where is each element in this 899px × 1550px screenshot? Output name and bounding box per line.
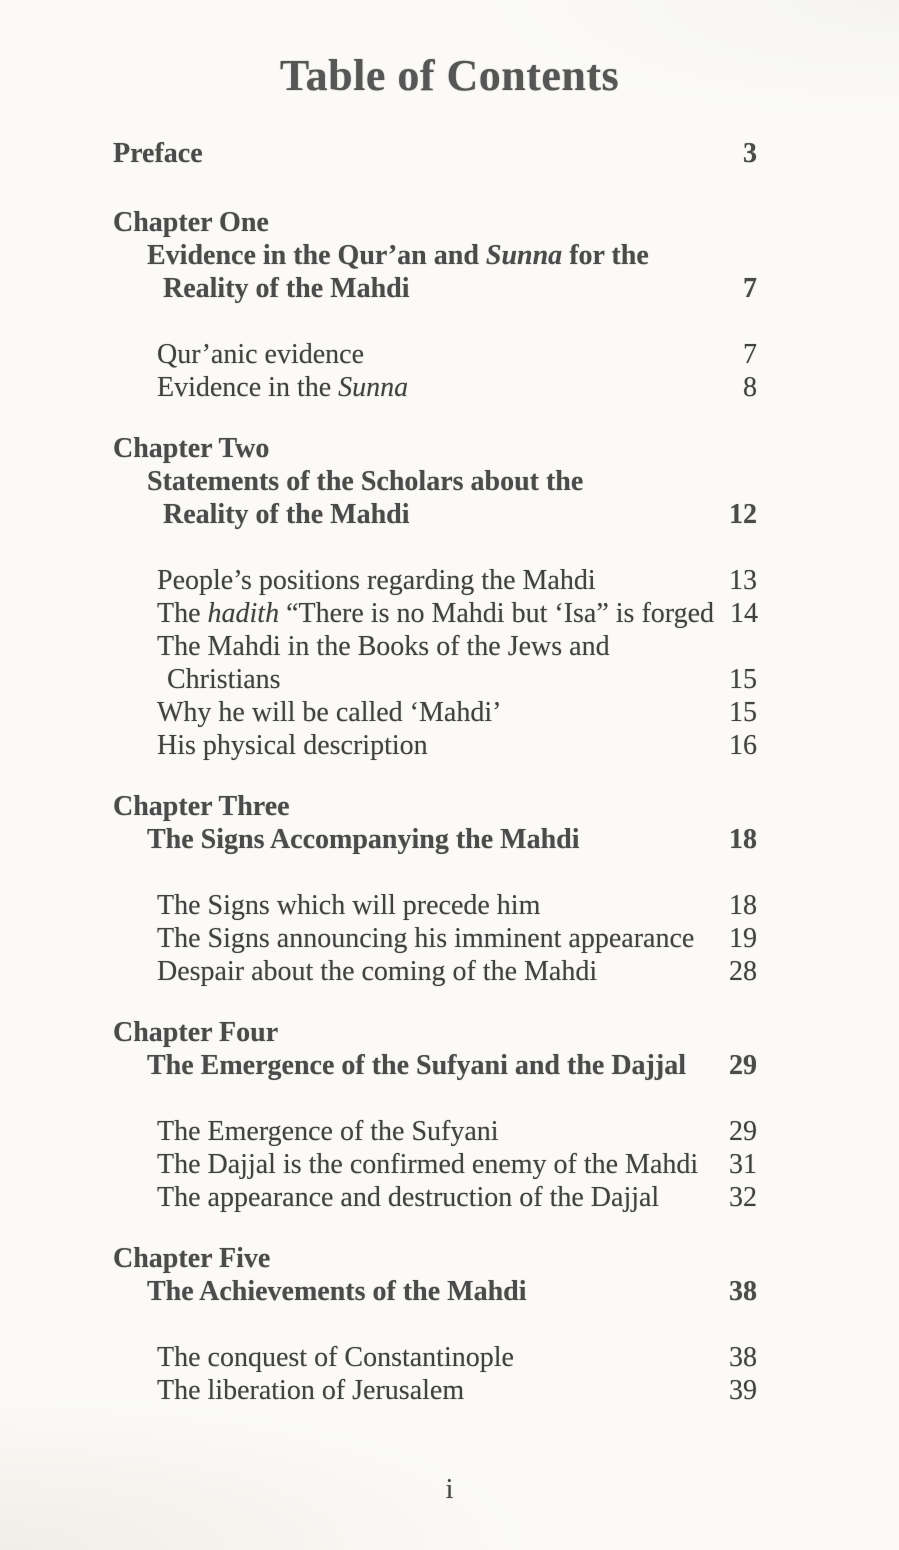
page-number: 39: [729, 1375, 757, 1406]
toc-item-line: [113, 955, 757, 988]
text-segment: The conquest of Constantinople: [157, 1342, 514, 1373]
spacer: [113, 856, 757, 889]
text-segment: The Emergence of the Sufyani: [157, 1116, 499, 1147]
page-number: 29: [729, 1116, 757, 1147]
page-number: 3: [743, 138, 757, 169]
text-segment: Despair about the coming of the Mahdi: [157, 956, 598, 987]
toc-item-line-label: [157, 729, 428, 762]
scanned-toc-page: [0, 50, 899, 1505]
page-number: 12: [729, 499, 757, 530]
chapter-heading: [113, 1242, 757, 1275]
spacer: [113, 305, 757, 338]
toc-item-line: [113, 663, 757, 696]
spacer: [113, 404, 757, 432]
italic-term: hadith: [207, 598, 280, 629]
page-number: 38: [729, 1276, 757, 1307]
toc-item-line-label: [157, 955, 597, 988]
toc-item-line-label: [157, 1148, 698, 1181]
spacer: [113, 762, 757, 790]
text-segment: Reality of the Mahdi: [163, 273, 410, 304]
text-segment: Chapter Four: [113, 1017, 279, 1048]
page-number: 16: [729, 730, 757, 761]
text-segment: Reality of the Mahdi: [163, 499, 410, 530]
toc-item-line: [113, 1341, 757, 1374]
spacer: [113, 531, 757, 564]
toc-item-line-label: [157, 1374, 464, 1407]
text-segment: The Mahdi in the Books of the Jews and: [157, 631, 610, 662]
chapter-heading-label: [113, 1242, 270, 1275]
toc-preface-label: [113, 137, 203, 170]
page-number: 38: [729, 1342, 757, 1373]
page-number: 29: [729, 1050, 757, 1081]
text-segment: Evidence in the Qur’an and: [147, 240, 486, 271]
chapter-title-line-label: [163, 498, 410, 531]
text-segment: Chapter One: [113, 207, 269, 238]
chapter-heading: [113, 206, 757, 239]
scan-edge-artifact: [0, 50, 899, 55]
page-number: 7: [743, 339, 757, 370]
toc-item-line: [113, 1181, 757, 1214]
toc-item-line-label: [157, 597, 714, 630]
page-number: 7: [743, 273, 757, 304]
chapter-title-line: [113, 272, 757, 305]
toc-list: [0, 137, 899, 1407]
toc-item-line-label: [157, 564, 596, 597]
text-segment: The: [157, 598, 208, 629]
toc-item-line-label: [157, 696, 501, 729]
toc-item-line-label: [157, 889, 540, 922]
text-segment: Preface: [113, 138, 203, 169]
toc-item-line: [113, 564, 757, 597]
chapter-title-line: [113, 823, 757, 856]
toc-item-line: [113, 338, 757, 371]
page-number: 31: [729, 1149, 757, 1180]
chapter-title-line: [113, 1049, 757, 1082]
chapter-title-line-label: [147, 823, 580, 856]
chapter-heading-label: [113, 206, 269, 239]
chapter-heading-label: [113, 1016, 278, 1049]
toc-item-line-label: [157, 338, 364, 371]
spacer: [113, 988, 757, 1016]
toc-preface: [113, 137, 757, 170]
text-segment: Evidence in the: [157, 372, 339, 403]
text-segment: Statements of the Scholars about the: [147, 466, 584, 497]
text-segment: Christians: [167, 664, 281, 695]
toc-item-line: [113, 922, 757, 955]
text-segment: Why he will be called ‘Mahdi’: [157, 697, 502, 728]
toc-item-line-label: [157, 922, 694, 955]
page-number: 32: [729, 1182, 757, 1213]
page-number: 13: [729, 565, 757, 596]
toc-item-line: [113, 1374, 757, 1407]
chapter-title-line-label: [147, 1275, 527, 1308]
chapter-title-line: [113, 1275, 757, 1308]
text-segment: Chapter Three: [113, 791, 290, 822]
text-segment: “There is no Mahdi but ‘Isa” is forged: [279, 598, 715, 629]
chapter-heading-label: [113, 432, 269, 465]
italic-term: Sunna: [338, 372, 409, 403]
page-title: Table of Contents: [279, 51, 620, 100]
text-segment: His physical description: [157, 730, 428, 761]
chapter-heading: [113, 790, 757, 823]
text-segment: Chapter Two: [113, 433, 270, 464]
chapter-heading-label: [113, 790, 290, 823]
italic-term: Sunna: [485, 240, 563, 271]
toc-item-line: [113, 371, 757, 404]
chapter-title-line: [113, 239, 757, 272]
page-number: 28: [729, 956, 757, 987]
text-segment: Chapter Five: [113, 1243, 271, 1274]
text-segment: The Signs announcing his imminent appearance: [157, 923, 695, 954]
page-number: 15: [729, 664, 757, 695]
text-segment: The Emergence of the Sufyani and the Dajjal: [147, 1050, 686, 1081]
page-number: 14: [730, 598, 759, 629]
spacer: [113, 1308, 757, 1341]
chapter-title-line-label: [147, 465, 583, 498]
toc-item-line-label: [157, 1181, 659, 1214]
text-segment: The Signs which will precede him: [157, 890, 541, 921]
toc-item-line-label: [157, 1115, 499, 1148]
page-number: 19: [729, 923, 757, 954]
page-number: 15: [729, 697, 757, 728]
text-segment: People’s positions regarding the Mahdi: [157, 565, 596, 596]
toc-item-line: [113, 1148, 757, 1181]
chapter-title-line: [113, 465, 757, 498]
page-number: 8: [743, 372, 757, 403]
spacer: [113, 1082, 757, 1115]
chapter-title-line-label: [147, 1049, 686, 1082]
chapter-title-line-label: [163, 272, 410, 305]
chapter-title-line-label: [147, 239, 649, 272]
toc-item-line-label: [157, 630, 610, 663]
spacer: [113, 1214, 757, 1242]
text-segment: The Dajjal is the confirmed enemy of the Mahdi: [157, 1149, 699, 1180]
page-number: 18: [729, 890, 757, 921]
text-segment: The appearance and destruction of the Dajjal: [157, 1182, 660, 1213]
toc-item-line: [113, 729, 757, 762]
toc-item-line-label: [157, 1341, 514, 1374]
toc-item-line-label: [167, 663, 281, 696]
text-segment: The liberation of Jerusalem: [157, 1375, 465, 1406]
text-segment: for the: [562, 240, 649, 271]
text-segment: The Achievements of the Mahdi: [147, 1276, 527, 1307]
text-segment: The Signs Accompanying the Mahdi: [147, 824, 580, 855]
toc-item-line: [113, 597, 757, 630]
toc-item-line-label: [157, 371, 408, 404]
chapter-title-line: [113, 498, 757, 531]
toc-item-line: [113, 889, 757, 922]
toc-item-line: [113, 630, 757, 663]
spacer: [113, 170, 757, 206]
chapter-heading: [113, 432, 757, 465]
toc-item-line: [113, 1115, 757, 1148]
chapter-heading: [113, 1016, 757, 1049]
footer-page-number: i: [445, 1474, 454, 1505]
toc-item-line: [113, 696, 757, 729]
text-segment: Qur’anic evidence: [157, 339, 365, 370]
page-number: 18: [729, 824, 757, 855]
